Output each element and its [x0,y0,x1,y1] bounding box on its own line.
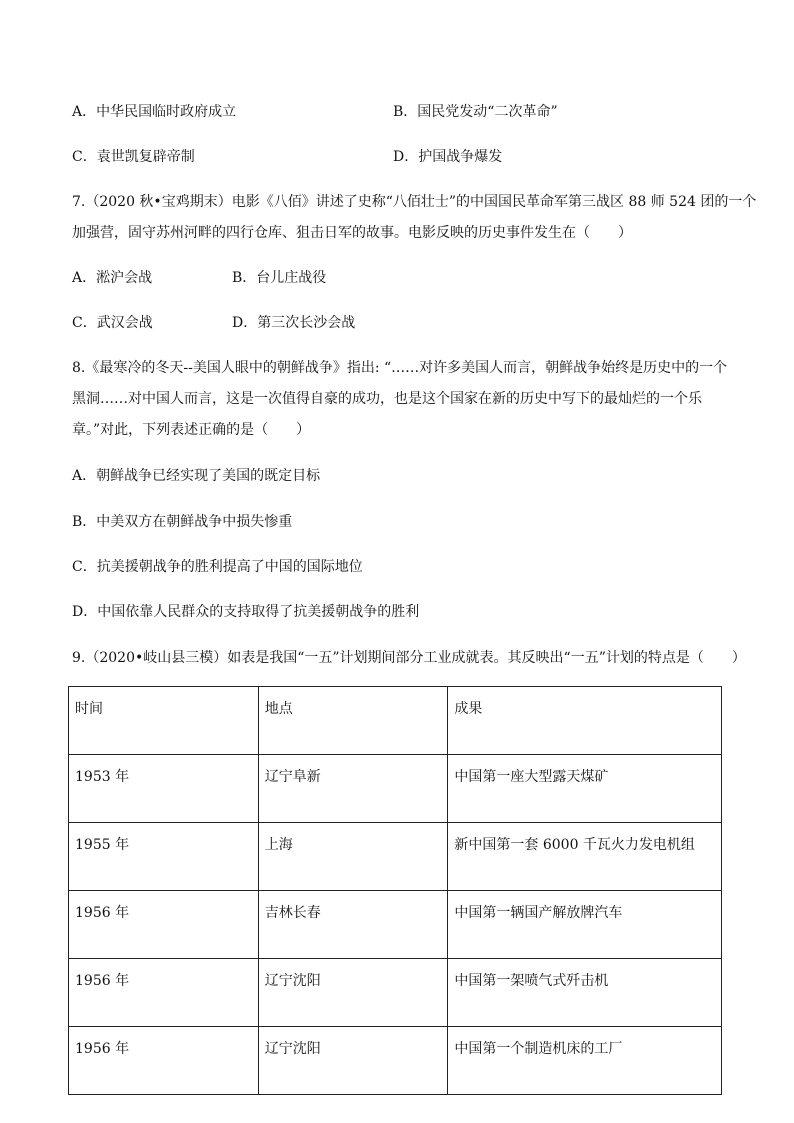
q7-option-c: C．武汉会战 [72,315,153,331]
q8-option-c: C．抗美援朝战争的胜利提高了中国的国际地位 [72,559,363,575]
q8-stem-line1: 8.《最寒冷的冬天--美国人眼中的朝鲜战争》指出: “……对许多美国人而言，朝鲜战争始终是历史中的一个 [72,360,728,376]
table-header-cell: 地点 [258,687,448,755]
q7-option-b: B．台儿庄战役 [232,270,327,286]
table-header-cell: 时间 [69,687,259,755]
table-cell: 辽宁阜新 [258,755,448,823]
table-header-cell: 成果 [448,687,722,755]
table-cell: 1956 年 [69,1027,259,1095]
table-cell: 中国第一架喷气式歼击机 [448,959,722,1027]
q6-option-c: C．袁世凯复辟帝制 [72,149,195,165]
table-cell: 新中国第一套 6000 千瓦火力发电机组 [448,823,722,891]
table-row [69,891,722,959]
q8-stem-line3: 章。”对此，下列表述正确的是（ ） [72,422,311,438]
table-cell: 吉林长春 [258,891,448,959]
table-cell: 辽宁沈阳 [258,1027,448,1095]
table-cell: 中国第一个制造机床的工厂 [448,1027,722,1095]
q6-option-b: B．国民党发动“二次革命” [393,104,558,120]
q7-stem-line2: 加强营，固守苏州河畔的四行仓库、狙击日军的故事。电影反映的历史事件发生在（ ） [72,225,632,241]
table-cell: 1953 年 [69,755,259,823]
table-row [69,1027,722,1095]
q6-option-a: A．中华民国临时政府成立 [72,104,237,120]
q9-achievement-table [68,686,722,1095]
q6-option-d: D．护国战争爆发 [393,149,503,165]
q9-stem-line1: 9.（2020•岐山县三模）如表是我国“一五”计划期间部分工业成就表。其反映出“一五”计划的特点是（ ） [72,650,746,666]
table-row [69,823,722,891]
table-cell: 辽宁沈阳 [258,959,448,1027]
table-cell: 中国第一辆国产解放牌汽车 [448,891,722,959]
table-header-row [69,687,722,755]
table-cell: 1956 年 [69,891,259,959]
q7-option-d: D．第三次长沙会战 [232,315,356,331]
table-cell: 上海 [258,823,448,891]
q7-option-a: A．淞沪会战 [72,270,153,286]
table-row [69,755,722,823]
table-cell: 中国第一座大型露天煤矿 [448,755,722,823]
table-row [69,959,722,1027]
table-cell: 1956 年 [69,959,259,1027]
q8-stem-line2: 黑洞……对中国人而言，这是一次值得自豪的成功，也是这个国家在新的历史中写下的最灿烂的一个乐 [72,391,702,407]
q8-option-d: D．中国依靠人民群众的支持取得了抗美援朝战争的胜利 [72,604,420,620]
table-cell: 1955 年 [69,823,259,891]
q7-stem-line1: 7.（2020 秋•宝鸡期末）电影《八佰》讲述了史称“八佰壮士”的中国国民革命军第三战区 88 师 524 团的一个 [72,194,757,210]
q8-option-b: B．中美双方在朝鲜战争中损失惨重 [72,514,293,530]
q8-option-a: A．朝鲜战争已经实现了美国的既定目标 [72,468,321,484]
